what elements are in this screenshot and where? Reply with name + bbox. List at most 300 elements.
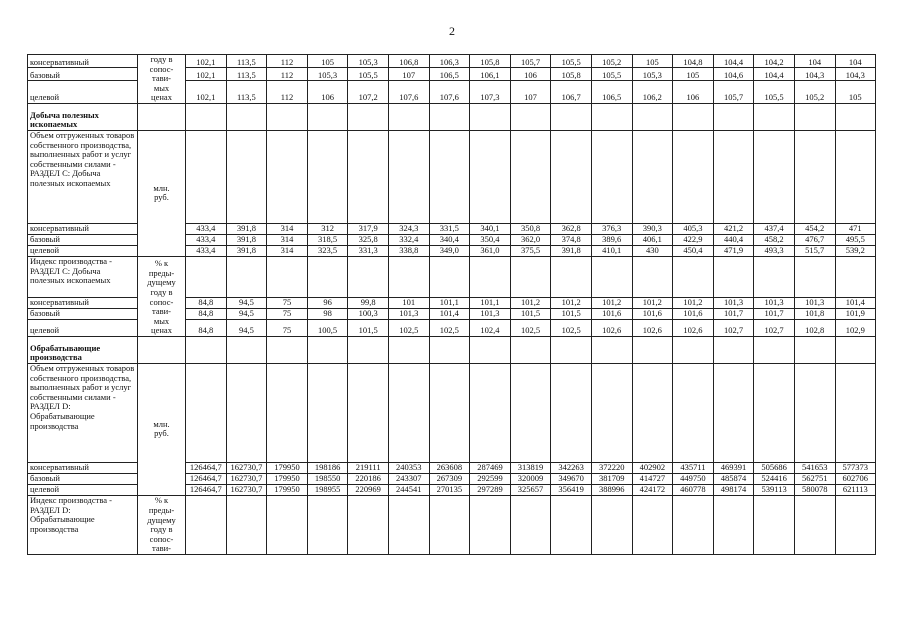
value-cell: 402902 (632, 462, 673, 473)
value-cell: 102,7 (754, 319, 795, 336)
empty-cell (794, 256, 835, 297)
value-cell: 105 (835, 81, 876, 104)
empty-cell (226, 363, 267, 462)
empty-cell (591, 363, 632, 462)
value-cell: 101,1 (429, 297, 470, 308)
unit-text: сопос- (149, 533, 174, 544)
value-cell: 104 (794, 55, 835, 68)
unit-text: дущему (147, 277, 176, 288)
value-cell: 314 (267, 223, 308, 234)
unit-text: млн. (153, 182, 170, 193)
value-cell: 105,3 (307, 68, 348, 81)
value-cell: 362,8 (551, 223, 592, 234)
value-cell: 105,3 (632, 68, 673, 81)
scenario-label: целевой (28, 81, 138, 104)
section-row (28, 103, 876, 130)
value-cell: 100,3 (348, 308, 389, 319)
scenario-label: базовый (28, 234, 138, 245)
scenario-label: базовый (28, 308, 138, 319)
value-cell: 433,4 (186, 234, 227, 245)
value-cell: 270135 (429, 484, 470, 495)
value-cell: 102,1 (186, 81, 227, 104)
value-cell: 101,2 (632, 297, 673, 308)
empty-cell (267, 103, 308, 130)
value-cell: 105,5 (551, 55, 592, 68)
value-cell: 107,2 (348, 81, 389, 104)
empty-cell (754, 256, 795, 297)
value-cell: 433,4 (186, 223, 227, 234)
empty-cell (835, 130, 876, 223)
value-cell: 112 (267, 55, 308, 68)
empty-cell (632, 256, 673, 297)
scenario-label: целевой (28, 319, 138, 336)
empty-cell (632, 336, 673, 363)
value-cell: 267309 (429, 473, 470, 484)
value-cell: 106 (510, 68, 551, 81)
value-cell: 162730,7 (226, 462, 267, 473)
forecast-table (27, 54, 876, 555)
value-cell: 101,1 (470, 297, 511, 308)
page-number: 2 (449, 24, 455, 38)
value-cell: 320009 (510, 473, 551, 484)
unit-text: руб. (154, 428, 169, 439)
empty-cell (794, 363, 835, 462)
empty-cell (551, 363, 592, 462)
empty-cell (794, 495, 835, 554)
value-cell: 324,3 (388, 223, 429, 234)
value-cell: 219111 (348, 462, 389, 473)
value-cell: 105,7 (713, 81, 754, 104)
unit-text: млн. (153, 418, 170, 429)
value-cell: 105,2 (794, 81, 835, 104)
empty-cell (754, 336, 795, 363)
value-cell: 338,8 (388, 245, 429, 256)
empty-cell (794, 336, 835, 363)
empty-cell (551, 336, 592, 363)
value-cell: 106,8 (388, 55, 429, 68)
value-cell: 96 (307, 297, 348, 308)
empty-cell (348, 495, 389, 554)
value-cell: 287469 (470, 462, 511, 473)
value-cell: 104,4 (713, 55, 754, 68)
value-cell: 101,2 (510, 297, 551, 308)
scenario-label: целевой (28, 245, 138, 256)
value-cell: 101,2 (591, 297, 632, 308)
unit-text: году в (150, 287, 173, 297)
value-cell: 107,6 (388, 81, 429, 104)
value-cell: 541653 (794, 462, 835, 473)
unit-text: тави- (152, 543, 171, 554)
value-cell: 292599 (470, 473, 511, 484)
empty-cell (186, 495, 227, 554)
indicator-row (28, 495, 876, 554)
unit-cell (138, 363, 186, 495)
scenario-label: базовый (28, 473, 138, 484)
value-cell: 469391 (713, 462, 754, 473)
value-cell: 101,4 (835, 297, 876, 308)
value-cell: 75 (267, 319, 308, 336)
value-cell: 107 (510, 81, 551, 104)
value-cell: 602706 (835, 473, 876, 484)
empty-cell (226, 256, 267, 297)
value-cell: 376,3 (591, 223, 632, 234)
indicator-row (28, 256, 876, 297)
value-cell: 313819 (510, 462, 551, 473)
value-cell: 104,3 (794, 68, 835, 81)
value-cell: 105,2 (591, 55, 632, 68)
value-cell: 471,9 (713, 245, 754, 256)
value-cell: 105,5 (754, 81, 795, 104)
value-cell: 493,3 (754, 245, 795, 256)
value-cell: 104,3 (835, 68, 876, 81)
value-cell: 372220 (591, 462, 632, 473)
value-cell: 179950 (267, 462, 308, 473)
empty-cell (470, 256, 511, 297)
value-cell: 105,3 (348, 55, 389, 68)
unit-cell (138, 130, 186, 256)
value-cell: 433,4 (186, 245, 227, 256)
value-cell: 325,8 (348, 234, 389, 245)
empty-cell (470, 130, 511, 223)
empty-cell (307, 495, 348, 554)
empty-cell (186, 256, 227, 297)
value-cell: 113,5 (226, 68, 267, 81)
value-cell: 580078 (794, 484, 835, 495)
value-cell: 105,8 (551, 68, 592, 81)
empty-cell (510, 103, 551, 130)
unit-text: тави- (152, 73, 171, 84)
empty-cell (754, 495, 795, 554)
empty-cell (713, 336, 754, 363)
value-cell: 75 (267, 297, 308, 308)
value-cell: 113,5 (226, 81, 267, 104)
unit-text: сопос- (149, 63, 174, 74)
empty-cell (835, 495, 876, 554)
value-cell: 381709 (591, 473, 632, 484)
value-cell: 94,5 (226, 297, 267, 308)
value-cell: 375,5 (510, 245, 551, 256)
indicator-row (28, 130, 876, 223)
value-cell: 421,2 (713, 223, 754, 234)
unit-cell (138, 103, 186, 130)
value-cell: 126464,7 (186, 462, 227, 473)
unit-cell (138, 256, 186, 336)
empty-cell (754, 130, 795, 223)
value-cell: 297289 (470, 484, 511, 495)
empty-cell (429, 103, 470, 130)
value-cell: 102,5 (510, 319, 551, 336)
value-cell: 106,5 (591, 81, 632, 104)
value-cell: 84,8 (186, 319, 227, 336)
value-cell: 449750 (673, 473, 714, 484)
value-cell: 485874 (713, 473, 754, 484)
value-cell: 405,3 (673, 223, 714, 234)
unit-text: ценах (151, 325, 172, 336)
empty-cell (470, 336, 511, 363)
empty-cell (551, 256, 592, 297)
value-cell: 390,3 (632, 223, 673, 234)
empty-cell (510, 256, 551, 297)
empty-cell (835, 363, 876, 462)
value-cell: 198186 (307, 462, 348, 473)
value-cell: 112 (267, 68, 308, 81)
unit-text: мых (153, 82, 170, 93)
empty-cell (267, 363, 308, 462)
value-cell: 179950 (267, 484, 308, 495)
empty-cell (673, 130, 714, 223)
value-cell: 106 (307, 81, 348, 104)
value-cell: 105,5 (591, 68, 632, 81)
indicator-row (28, 363, 876, 462)
indicator-name: Индекс производства - РАЗДЕЛ C: Добыча полезных ископаемых (28, 256, 138, 297)
value-cell: 350,8 (510, 223, 551, 234)
empty-cell (713, 256, 754, 297)
value-cell: 198550 (307, 473, 348, 484)
value-cell: 105 (632, 55, 673, 68)
empty-cell (307, 130, 348, 223)
value-cell: 75 (267, 308, 308, 319)
scenario-label: целевой (28, 484, 138, 495)
value-cell: 101,3 (713, 297, 754, 308)
empty-cell (226, 103, 267, 130)
value-cell: 323,5 (307, 245, 348, 256)
empty-cell (388, 103, 429, 130)
value-cell: 318,5 (307, 234, 348, 245)
empty-cell (267, 495, 308, 554)
empty-cell (632, 363, 673, 462)
value-cell: 515,7 (794, 245, 835, 256)
value-cell: 98 (307, 308, 348, 319)
value-cell: 94,5 (226, 319, 267, 336)
empty-cell (551, 495, 592, 554)
empty-cell (673, 103, 714, 130)
value-cell: 391,8 (226, 234, 267, 245)
value-cell: 106 (673, 81, 714, 104)
value-cell: 240353 (388, 462, 429, 473)
value-cell: 498174 (713, 484, 754, 495)
value-cell: 101 (388, 297, 429, 308)
empty-cell (348, 130, 389, 223)
value-cell: 101,5 (348, 319, 389, 336)
section-title: Обрабатывающие производства (28, 336, 138, 363)
empty-cell (226, 130, 267, 223)
value-cell: 102,6 (673, 319, 714, 336)
scenario-label: консервативный (28, 55, 138, 68)
value-cell: 126464,7 (186, 484, 227, 495)
empty-cell (348, 363, 389, 462)
empty-cell (388, 495, 429, 554)
value-cell: 220969 (348, 484, 389, 495)
value-cell: 102,1 (186, 55, 227, 68)
value-cell: 317,9 (348, 223, 389, 234)
value-cell: 102,6 (632, 319, 673, 336)
empty-cell (307, 363, 348, 462)
value-cell: 460778 (673, 484, 714, 495)
empty-cell (470, 495, 511, 554)
value-cell: 101,3 (470, 308, 511, 319)
value-cell: 105,5 (348, 68, 389, 81)
empty-cell (632, 495, 673, 554)
empty-cell (388, 130, 429, 223)
empty-cell (591, 103, 632, 130)
value-cell: 162730,7 (226, 473, 267, 484)
value-cell: 107,6 (429, 81, 470, 104)
empty-cell (429, 336, 470, 363)
unit-text: сопос- (149, 296, 174, 307)
value-cell: 107 (388, 68, 429, 81)
empty-cell (388, 256, 429, 297)
empty-cell (591, 256, 632, 297)
value-cell: 325657 (510, 484, 551, 495)
value-cell: 374,8 (551, 234, 592, 245)
value-cell: 101,6 (591, 308, 632, 319)
value-cell: 505686 (754, 462, 795, 473)
value-cell: 406,1 (632, 234, 673, 245)
empty-cell (429, 130, 470, 223)
value-cell: 450,4 (673, 245, 714, 256)
value-cell: 100,5 (307, 319, 348, 336)
value-cell: 314 (267, 245, 308, 256)
value-cell: 340,1 (470, 223, 511, 234)
indicator-name: Индекс производства - РАЗДЕЛ D: Обрабатывающие производства (28, 495, 138, 554)
value-cell: 243307 (388, 473, 429, 484)
value-cell: 102,1 (186, 68, 227, 81)
empty-cell (754, 103, 795, 130)
value-cell: 112 (267, 81, 308, 104)
value-cell: 362,0 (510, 234, 551, 245)
value-cell: 101,3 (388, 308, 429, 319)
empty-cell (713, 130, 754, 223)
empty-cell (429, 495, 470, 554)
value-cell: 332,4 (388, 234, 429, 245)
value-cell: 102,6 (591, 319, 632, 336)
value-cell: 422,9 (673, 234, 714, 245)
empty-cell (591, 336, 632, 363)
unit-text: мых (153, 315, 170, 326)
value-cell: 495,5 (835, 234, 876, 245)
empty-cell (388, 336, 429, 363)
value-cell: 101,5 (551, 308, 592, 319)
value-cell: 105 (307, 55, 348, 68)
value-cell: 102,5 (388, 319, 429, 336)
empty-cell (632, 130, 673, 223)
value-cell: 361,0 (470, 245, 511, 256)
value-cell: 101,6 (673, 308, 714, 319)
empty-cell (186, 103, 227, 130)
indicator-name: Объем отгруженных товаров собственного производства, выполненных работ и услуг собственными силами - РАЗДЕЛ C: Добыча полезных ископаемых (28, 130, 138, 223)
value-cell: 106,1 (470, 68, 511, 81)
value-cell: 113,5 (226, 55, 267, 68)
value-cell: 312 (307, 223, 348, 234)
value-cell: 104 (835, 55, 876, 68)
value-cell: 244541 (388, 484, 429, 495)
value-cell: 424172 (632, 484, 673, 495)
value-cell: 198955 (307, 484, 348, 495)
value-cell: 331,3 (348, 245, 389, 256)
value-cell: 263608 (429, 462, 470, 473)
value-cell: 389,6 (591, 234, 632, 245)
value-cell: 107,3 (470, 81, 511, 104)
empty-cell (348, 103, 389, 130)
value-cell: 105,8 (470, 55, 511, 68)
value-cell: 104,4 (754, 68, 795, 81)
value-cell: 106,7 (551, 81, 592, 104)
indicator-name: Объем отгруженных товаров собственного производства, выполненных работ и услуг собственными силами - РАЗДЕЛ D: Обрабатывающие производства (28, 363, 138, 462)
empty-cell (551, 103, 592, 130)
value-cell: 430 (632, 245, 673, 256)
empty-cell (835, 103, 876, 130)
empty-cell (713, 103, 754, 130)
empty-cell (835, 256, 876, 297)
value-cell: 454,2 (794, 223, 835, 234)
empty-cell (267, 336, 308, 363)
unit-text: руб. (154, 192, 169, 203)
value-cell: 410,1 (591, 245, 632, 256)
empty-cell (307, 336, 348, 363)
value-cell: 539,2 (835, 245, 876, 256)
value-cell: 106,2 (632, 81, 673, 104)
section-title: Добыча полезных ископаемых (28, 103, 138, 130)
value-cell: 391,8 (226, 223, 267, 234)
empty-cell (470, 103, 511, 130)
empty-cell (794, 103, 835, 130)
empty-cell (267, 256, 308, 297)
value-cell: 391,8 (226, 245, 267, 256)
empty-cell (591, 130, 632, 223)
scenario-label: базовый (28, 68, 138, 81)
value-cell: 349670 (551, 473, 592, 484)
value-cell: 84,8 (186, 308, 227, 319)
unit-cell (138, 55, 186, 104)
value-cell: 440,4 (713, 234, 754, 245)
empty-cell (673, 336, 714, 363)
empty-cell (551, 130, 592, 223)
value-cell: 331,5 (429, 223, 470, 234)
empty-cell (794, 130, 835, 223)
value-cell: 104,2 (754, 55, 795, 68)
empty-cell (673, 256, 714, 297)
value-cell: 102,8 (794, 319, 835, 336)
empty-cell (307, 256, 348, 297)
empty-cell (186, 130, 227, 223)
empty-cell (307, 103, 348, 130)
value-cell: 356419 (551, 484, 592, 495)
value-cell: 104,8 (673, 55, 714, 68)
empty-cell (510, 495, 551, 554)
value-cell: 340,4 (429, 234, 470, 245)
value-cell: 435711 (673, 462, 714, 473)
empty-cell (754, 363, 795, 462)
value-cell: 84,8 (186, 297, 227, 308)
value-cell: 126464,7 (186, 473, 227, 484)
unit-text: дущему (147, 514, 176, 525)
value-cell: 350,4 (470, 234, 511, 245)
value-cell: 102,5 (429, 319, 470, 336)
value-cell: 179950 (267, 473, 308, 484)
value-cell: 102,5 (551, 319, 592, 336)
value-cell: 105 (673, 68, 714, 81)
value-cell: 101,3 (754, 297, 795, 308)
scenario-label: консервативный (28, 297, 138, 308)
empty-cell (510, 130, 551, 223)
empty-cell (226, 336, 267, 363)
value-cell: 101,7 (713, 308, 754, 319)
value-cell: 101,8 (794, 308, 835, 319)
empty-cell (510, 336, 551, 363)
empty-cell (713, 495, 754, 554)
section-row (28, 336, 876, 363)
empty-cell (591, 495, 632, 554)
